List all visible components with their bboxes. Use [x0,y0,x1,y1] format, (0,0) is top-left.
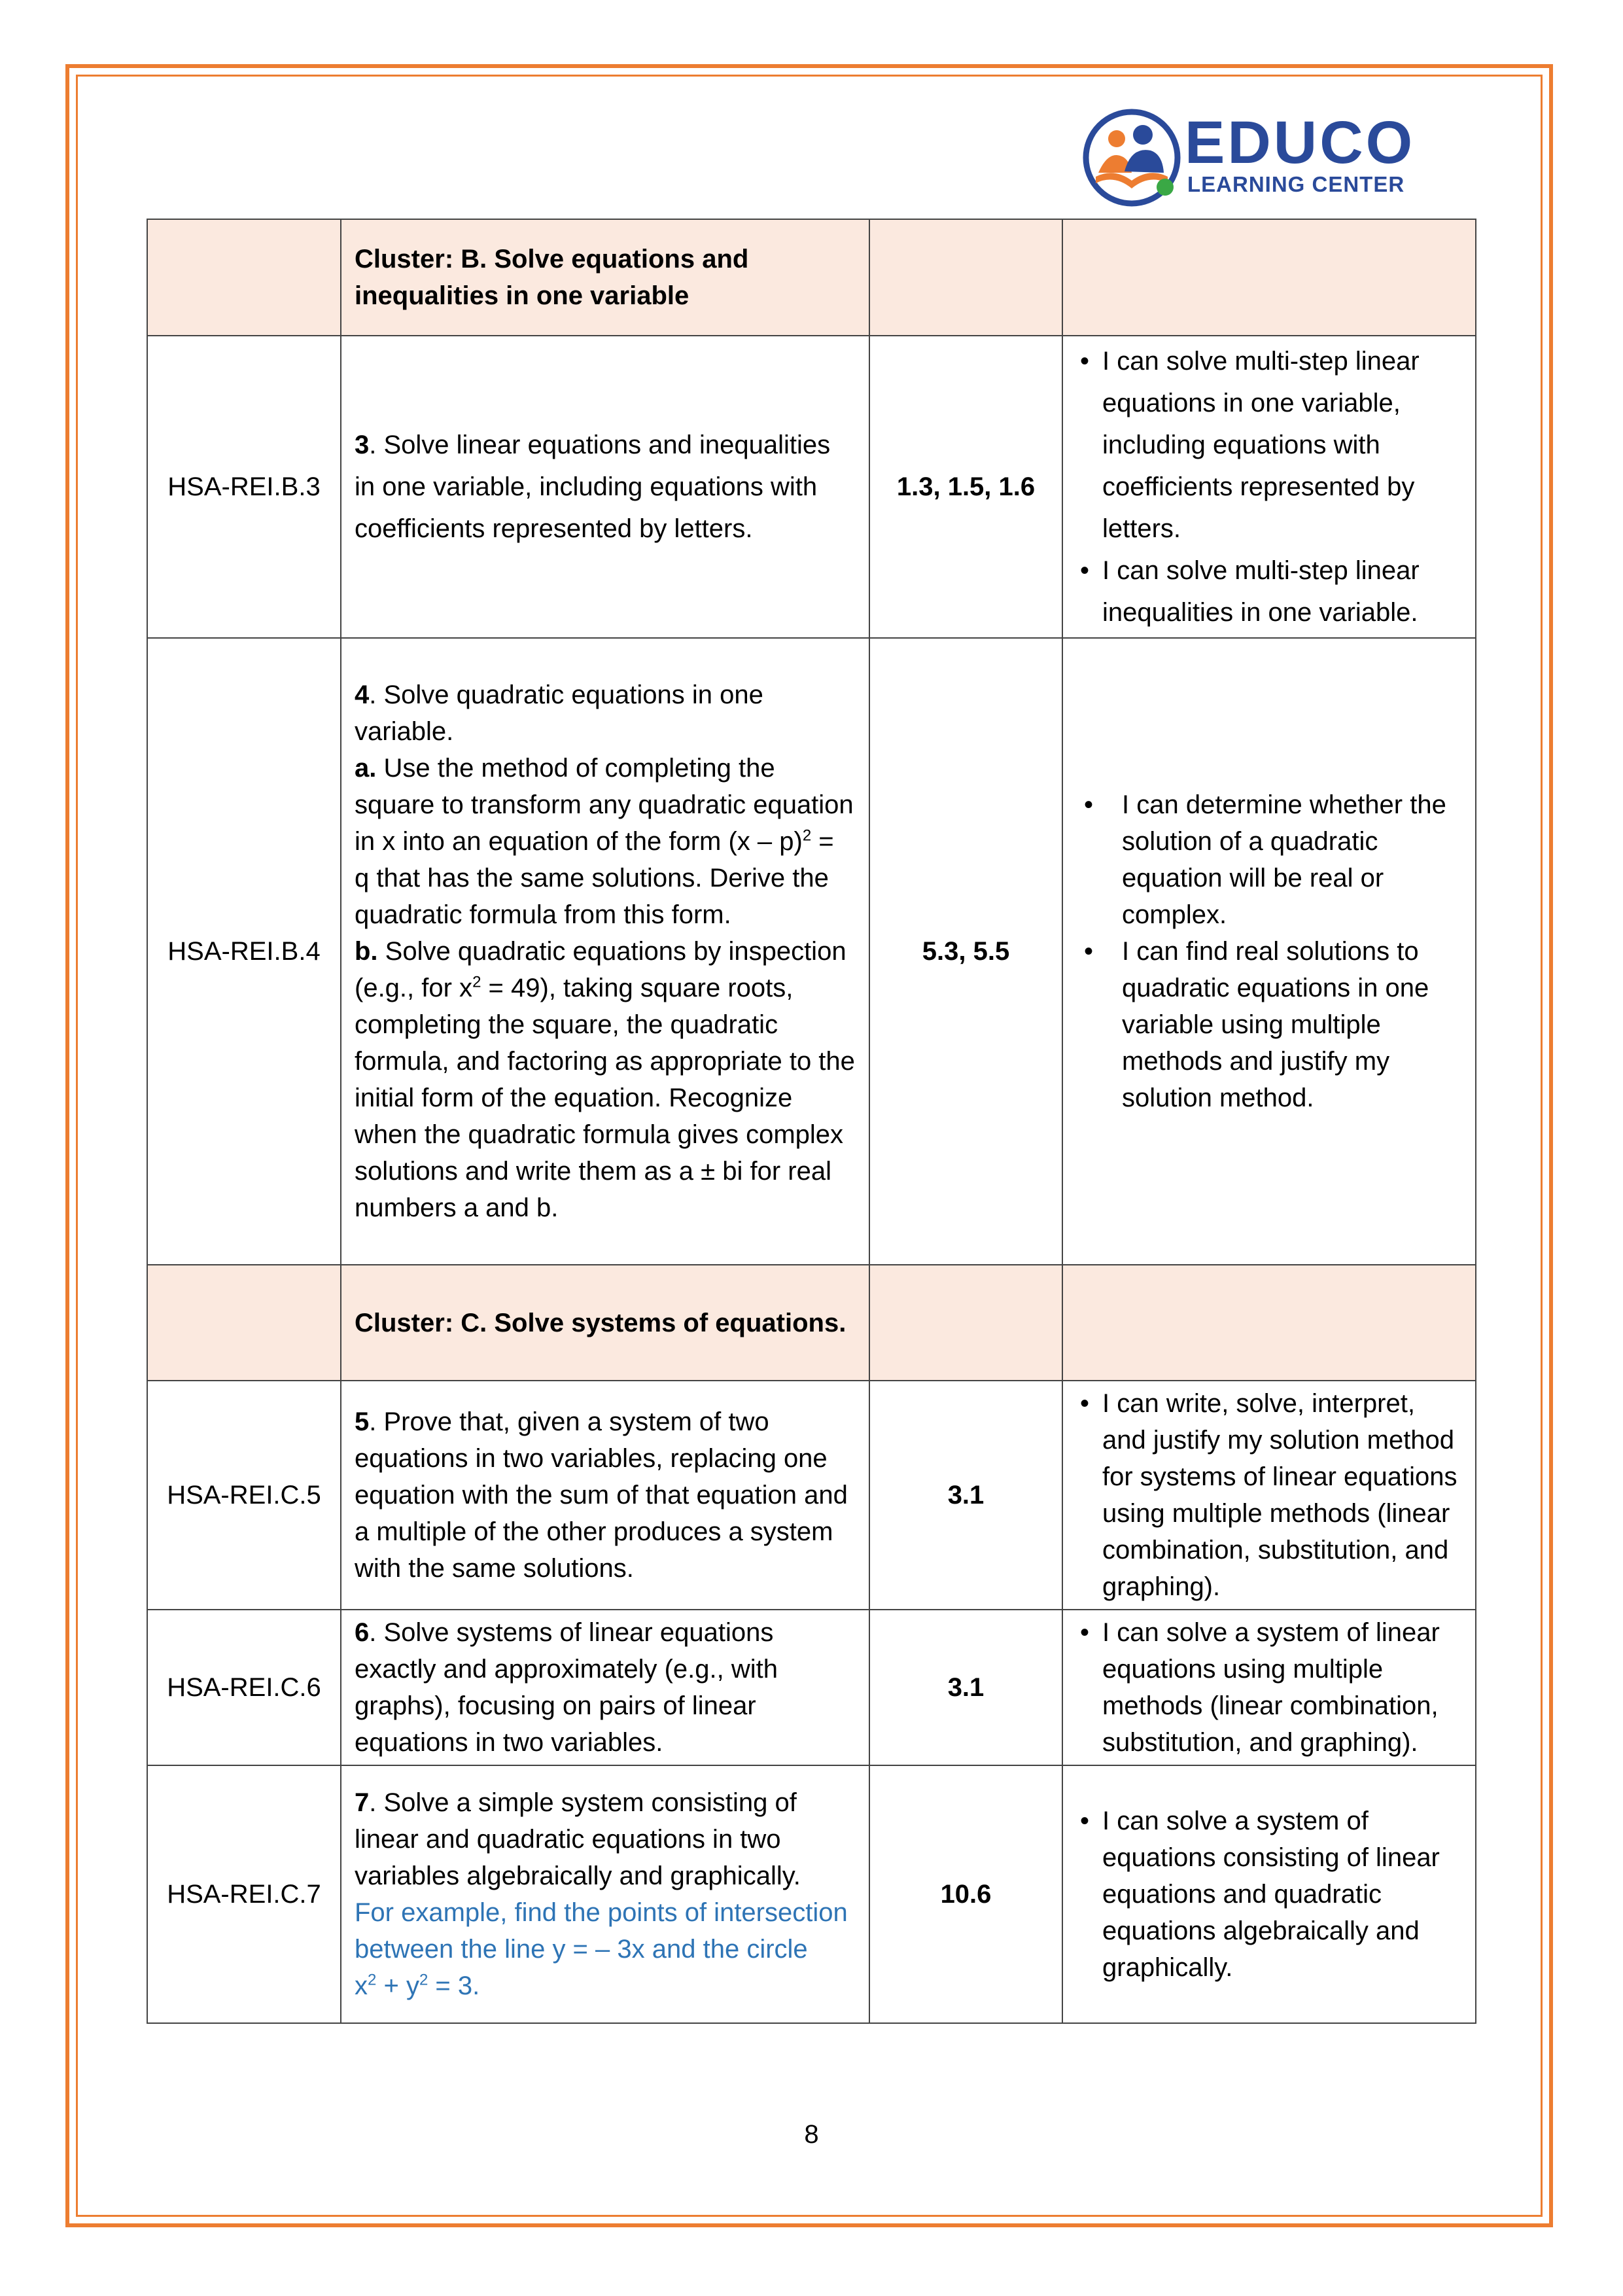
ican-item: • I can write, solve, interpret, and justify my solution method for systems of linear equations using multiple methods (linear combination, substitution, and graphing). [1102,1385,1462,1605]
ican-list [1076,1614,1462,1761]
standard-text [341,1381,869,1610]
table-row [147,1765,1476,2023]
table-row [147,1610,1476,1765]
cluster-b-row [147,219,1476,336]
table-row [147,1381,1476,1610]
lessons: 1.3, 1.5, 1.6 [869,336,1062,638]
example-plus-y: + y [376,1971,419,2000]
standard-number: 7 [355,1788,370,1817]
part-a-text-cont: = q that has the same solutions. Derive the quadratic formula from this form. [355,827,834,929]
lessons: 5.3, 5.5 [869,638,1062,1265]
cluster-c-code-cell [147,1265,341,1381]
standard-text [341,1765,869,2023]
standard-description: . Solve linear equations and inequalities in one variable, including equations with coefficients represented by letters. [355,431,831,543]
ican-item: • I can solve a system of linear equations using multiple methods (linear combination, substitution, and graphing). [1102,1614,1462,1761]
superscript: 2 [368,1971,377,1989]
standard-description: . Solve a simple system consisting of linear and quadratic equations in two variables algebraically and graphically. [355,1788,801,1890]
ican-cell [1062,1765,1476,2023]
ican-item: • I can solve multi-step linear equations in one variable, including equations with coefficients represented by letters. [1102,340,1462,550]
ican-list [1076,1385,1462,1605]
ican-item: • I can determine whether the solution of a quadratic equation will be real or complex. [1122,786,1462,933]
example-end: = 3. [428,1971,480,2000]
part-b-text-cont: = 49), taking square roots, completing the square, the quadratic formula, and factoring as appropriate to the initial form of the equation. Recognize when the quadratic formula gives complex solutions and write them as a ± bi for real numbers a and b. [355,974,855,1222]
superscript: 2 [472,973,481,991]
lessons: 3.1 [869,1381,1062,1610]
standards-table [147,219,1476,2024]
cluster-c-row [147,1265,1476,1381]
cluster-b-title: Cluster: B. Solve equations and inequalities in one variable [341,219,869,336]
part-a-text: Use the method of completing the square to transform any quadratic equation in x into an equation of the form (x – p) [355,754,854,856]
ican-item: • I can solve multi-step linear inequalities in one variable. [1102,550,1462,633]
example-x: x [355,1971,368,2000]
standard-text [341,1610,869,1765]
part-a-label: a. [355,754,377,783]
cluster-b-lessons-cell [869,219,1062,336]
logo-subtitle: LEARNING CENTER [1187,172,1405,196]
ican-list [1076,786,1462,1116]
ican-list [1076,1803,1462,1986]
standard-code: HSA-REI.B.3 [147,336,341,638]
table-row [147,336,1476,638]
logo-wordmark: EDUCO [1185,109,1416,176]
standard-description: . Solve quadratic equations in one variable. [355,680,763,746]
standard-code: HSA-REI.C.5 [147,1381,341,1610]
ican-item: • I can find real solutions to quadratic equations in one variable using multiple methods and justify my solution method. [1122,933,1462,1116]
standard-description: . Prove that, given a system of two equations in two variables, replacing one equation with the sum of that equation and a multiple of the other produces a system with the same solutions. [355,1407,848,1583]
page-number: 8 [804,2120,819,2149]
cluster-c-lessons-cell [869,1265,1062,1381]
standard-number: 5 [355,1407,370,1436]
part-b-label: b. [355,937,378,966]
example-text: For example, find the points of intersection between the line y = – 3x and the circle [355,1898,848,1964]
standard-number: 3 [355,431,370,459]
standard-code: HSA-REI.C.6 [147,1610,341,1765]
standard-text [341,638,869,1265]
standard-text [341,336,869,638]
standard-description: . Solve systems of linear equations exactly and approximately (e.g., with graphs), focusing on pairs of linear equations in two variables. [355,1618,778,1757]
table-row [147,638,1476,1265]
cluster-b-ican-cell [1062,219,1476,336]
cluster-b-code-cell [147,219,341,336]
cluster-c-title: Cluster: C. Solve systems of equations. [341,1265,869,1381]
standard-code: HSA-REI.B.4 [147,638,341,1265]
part-b-text: Solve quadratic equations by inspection (e.g., for x [355,937,846,1002]
superscript: 2 [802,826,812,845]
ican-list [1076,340,1462,633]
ican-cell [1062,1381,1476,1610]
superscript: 2 [419,1971,428,1989]
ican-cell [1062,1610,1476,1765]
logo-emblem-icon [1083,109,1181,207]
cluster-c-ican-cell [1062,1265,1476,1381]
standard-number: 6 [355,1618,370,1647]
standard-number: 4 [355,680,370,709]
lessons: 3.1 [869,1610,1062,1765]
lessons: 10.6 [869,1765,1062,2023]
ican-item: • I can solve a system of equations consisting of linear equations and quadratic equations algebraically and graphically. [1102,1803,1462,1986]
standard-code: HSA-REI.C.7 [147,1765,341,2023]
ican-cell [1062,638,1476,1265]
educo-logo [1083,105,1416,209]
ican-cell [1062,336,1476,638]
